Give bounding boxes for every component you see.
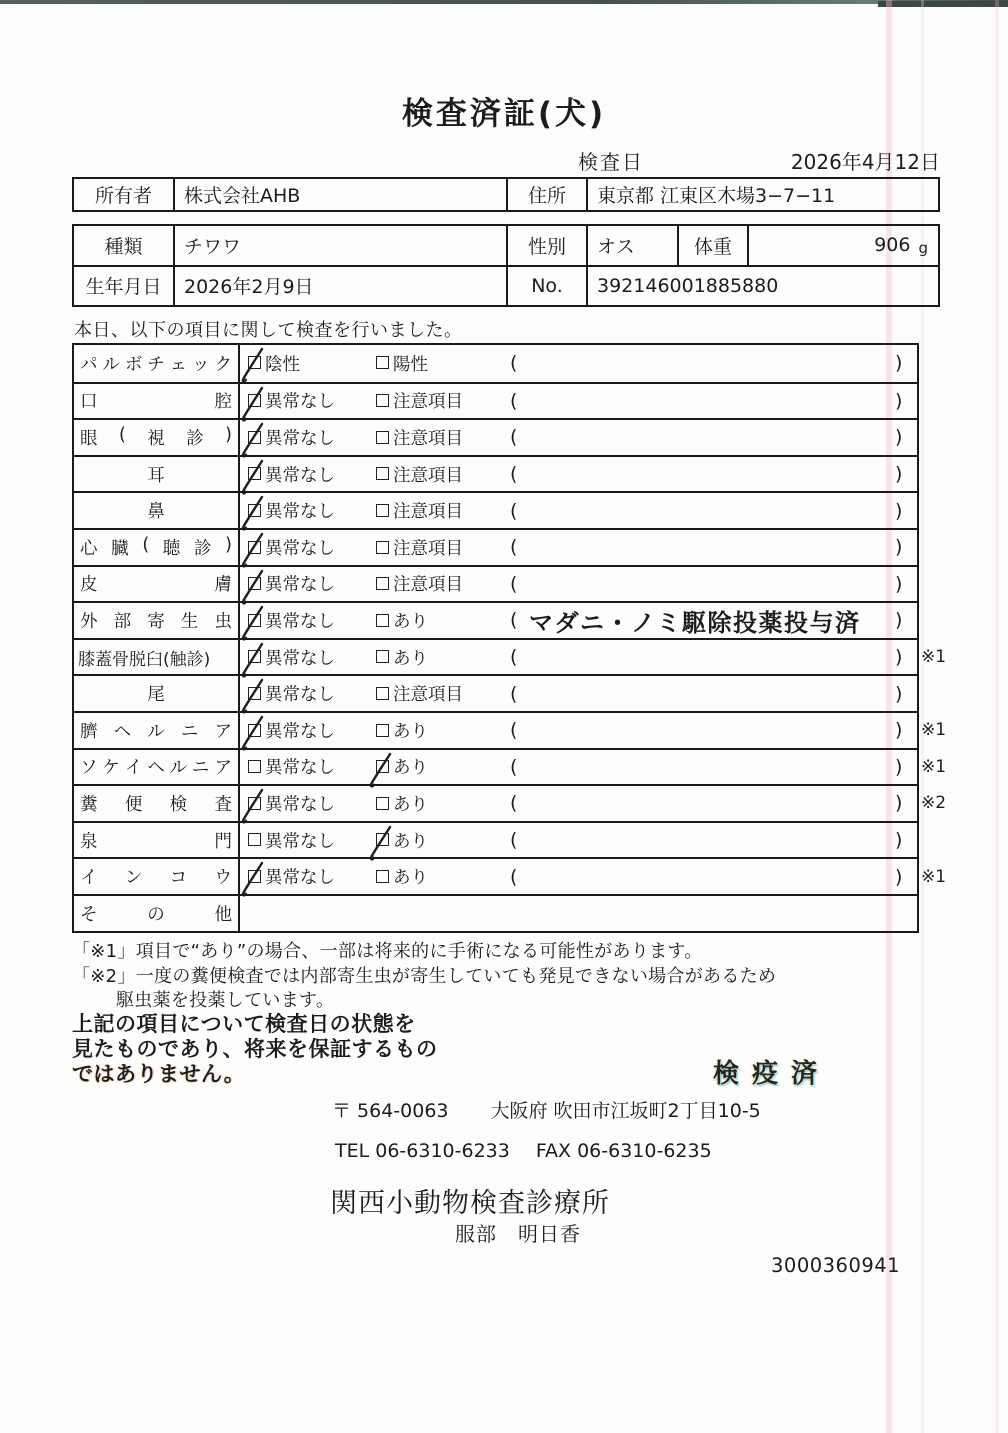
checkbox-first-option xyxy=(248,833,261,846)
option-label: 異常なし xyxy=(265,465,335,486)
scan-edge-line-dark xyxy=(878,1,1008,7)
breed-value: チワワ xyxy=(175,226,508,265)
checkbox-second-option xyxy=(376,577,389,590)
checkbox-second-option xyxy=(376,541,389,554)
checkbox-second-option xyxy=(376,504,389,517)
checklist-row xyxy=(74,601,917,638)
option-label: 異常なし xyxy=(265,685,335,706)
option-label: 異常なし xyxy=(265,648,335,669)
owner-table xyxy=(72,177,940,212)
checkbox-first-option xyxy=(248,797,261,810)
row-label xyxy=(74,750,240,785)
checklist-row xyxy=(74,711,947,748)
option-label: あり xyxy=(393,831,428,852)
checkbox-second-option xyxy=(376,356,389,369)
option-label: 異常なし xyxy=(265,538,335,559)
paren-close: ) xyxy=(895,463,903,486)
clinic-tel: TEL 06-6310-6233 xyxy=(335,1140,510,1162)
checkbox-first-option xyxy=(248,504,261,517)
row-label-text: 口 腔 xyxy=(80,392,232,413)
paren-open: ( xyxy=(510,536,518,559)
checkbox-first-option xyxy=(248,431,261,444)
disclaimer-line: ではありません。 xyxy=(72,1062,246,1086)
checkbox-second-option xyxy=(376,431,389,444)
disclaimer-line: 見たものであり、将来を保証するもの xyxy=(72,1037,438,1061)
row-label-text: 尾 xyxy=(147,685,165,706)
checklist-row xyxy=(74,418,917,455)
option-label: 注意項目 xyxy=(393,428,463,449)
paren-open: ( xyxy=(510,829,518,852)
paren-open: ( xyxy=(510,389,518,412)
option-label: 注意項目 xyxy=(393,538,463,559)
checkbox-first-option xyxy=(248,356,261,369)
footnote-mark: ※1 xyxy=(921,647,947,668)
row-label-text: パ ル ボ チ ェ ッ ク xyxy=(80,354,232,375)
option-label: 陽性 xyxy=(393,354,428,375)
paren-close: ) xyxy=(895,352,903,375)
birth-value: 2026年2月9日 xyxy=(175,267,508,306)
row-label xyxy=(74,457,240,492)
quarantine-stamp: 検疫済 xyxy=(713,1059,831,1089)
row-label xyxy=(74,640,240,675)
clinic-tel-line xyxy=(335,1140,712,1162)
clinic-fax: FAX 06-6310-6235 xyxy=(535,1140,712,1162)
paren-open: ( xyxy=(510,865,518,888)
checklist-row xyxy=(74,565,917,602)
option-label: 注意項目 xyxy=(393,502,463,523)
option-label: 注意項目 xyxy=(393,575,463,596)
birth-label: 生年月日 xyxy=(74,267,175,306)
weight-label: 体重 xyxy=(679,226,749,265)
sex-value: オス xyxy=(588,226,679,265)
clinic-postal-line xyxy=(332,1096,761,1123)
row-label xyxy=(74,859,240,894)
checkbox-second-option xyxy=(376,760,389,773)
option-label: 異常なし xyxy=(265,758,335,779)
row-label-text: 膝蓋骨脱臼(触診) xyxy=(78,649,211,670)
row-label xyxy=(74,786,240,821)
option-label: あり xyxy=(393,611,428,632)
paren-open: ( xyxy=(510,426,518,449)
paren-open: ( xyxy=(510,609,518,632)
row-label-text: そ の 他 xyxy=(80,904,232,925)
veterinarian-name: 服部 明日香 xyxy=(455,1222,581,1246)
row-label-text: 耳 xyxy=(147,465,165,486)
checkbox-first-option xyxy=(248,467,261,480)
row-label xyxy=(74,823,240,858)
clinic-postal-code: 〒 564-0063 xyxy=(332,1100,449,1122)
no-label: No. xyxy=(508,267,588,306)
paren-close: ) xyxy=(895,426,903,449)
row-label xyxy=(74,896,240,931)
paren-close: ) xyxy=(895,572,903,595)
checkbox-second-option xyxy=(376,394,389,407)
footnote-2-line1: 「※2」一度の糞便検査では内部寄生虫が寄生していても発見できない場合があるため xyxy=(72,966,777,987)
option-label: 異常なし xyxy=(265,575,335,596)
scan-edge-line xyxy=(0,0,1008,4)
checkbox-second-option xyxy=(376,833,389,846)
row-label-text: 眼 ( 視 診 ) xyxy=(80,424,232,449)
checklist-row xyxy=(74,491,917,528)
paren-close: ) xyxy=(895,609,903,632)
row-label xyxy=(74,420,240,455)
paren-open: ( xyxy=(510,755,518,778)
checklist-row xyxy=(74,382,917,419)
row-label xyxy=(74,493,240,528)
intro-text: 本日、以下の項目に関して検査を行いました。 xyxy=(74,320,463,341)
paren-close: ) xyxy=(895,536,903,559)
row-label xyxy=(74,530,240,565)
paren-close: ) xyxy=(895,646,903,669)
option-label: 異常なし xyxy=(265,721,335,742)
option-label: 異常なし xyxy=(265,831,335,852)
row-label-text: 外 部 寄 生 虫 xyxy=(80,611,232,632)
checklist-row xyxy=(74,857,947,894)
checkbox-first-option xyxy=(248,870,261,883)
disclaimer-line: 上記の項目について検査日の状態を xyxy=(72,1012,416,1036)
checkbox-first-option xyxy=(248,687,261,700)
checklist-row xyxy=(74,674,917,711)
row-label xyxy=(74,384,240,419)
checkbox-second-option xyxy=(376,614,389,627)
option-label: あり xyxy=(393,868,428,889)
checklist-row xyxy=(74,528,917,565)
footnote-2-line2: 駆虫薬を投薬しています。 xyxy=(116,990,335,1011)
option-label: 注意項目 xyxy=(393,465,463,486)
paren-open: ( xyxy=(510,352,518,375)
inspection-date-value: 2026年4月12日 xyxy=(790,150,940,174)
row-label-text: 臍 ヘ ル ニ ア xyxy=(80,721,232,742)
checkbox-second-option xyxy=(376,797,389,810)
paren-open: ( xyxy=(510,682,518,705)
row-label xyxy=(74,567,240,602)
paren-close: ) xyxy=(895,499,903,522)
footnote-mark: ※1 xyxy=(921,866,947,887)
checkbox-second-option xyxy=(376,650,389,663)
option-label: 陰性 xyxy=(265,354,300,375)
checklist-row xyxy=(74,821,917,858)
paren-open: ( xyxy=(510,792,518,815)
row-label xyxy=(74,345,240,382)
option-label: 注意項目 xyxy=(393,392,463,413)
owner-label: 所有者 xyxy=(74,179,175,210)
paren-close: ) xyxy=(895,865,903,888)
checkbox-second-option xyxy=(376,870,389,883)
checklist-row xyxy=(74,748,947,785)
row-label-text: 鼻 xyxy=(147,502,165,523)
option-label: 異常なし xyxy=(265,428,335,449)
disclaimer-statement xyxy=(72,1012,438,1087)
option-label: 異常なし xyxy=(265,502,335,523)
paren-close: ) xyxy=(895,755,903,778)
option-label: あり xyxy=(393,648,428,669)
address-value: 東京都 江東区木場3−7−11 xyxy=(597,185,836,207)
pet-table-row2 xyxy=(74,265,938,306)
checkbox-first-option xyxy=(248,577,261,590)
checkbox-first-option xyxy=(248,650,261,663)
checkbox-first-option xyxy=(248,724,261,737)
clinic-name: 関西小動物検査診療所 xyxy=(330,1188,610,1219)
pet-table xyxy=(72,224,940,307)
examination-checklist-table xyxy=(72,343,947,933)
row-label-text: 糞 便 検 査 xyxy=(80,794,232,815)
option-label: 異常なし xyxy=(265,868,335,889)
scan-streak xyxy=(995,0,999,1433)
option-label: 注意項目 xyxy=(393,685,463,706)
checkbox-first-option xyxy=(248,541,261,554)
paren-open: ( xyxy=(510,572,518,595)
paren-close: ) xyxy=(895,389,903,412)
row-note: マダニ・ノミ駆除投薬投与済 xyxy=(529,608,861,637)
no-value: 392146001885880 xyxy=(597,274,779,297)
inspection-date-label: 検査日 xyxy=(578,150,644,174)
option-label: 異常なし xyxy=(265,611,335,632)
address-label: 住所 xyxy=(508,179,588,210)
row-label-text: イ ン コ ウ xyxy=(80,868,232,889)
checklist-row xyxy=(74,638,947,675)
weight-unit: g xyxy=(918,238,928,257)
breed-label: 種類 xyxy=(74,226,175,265)
paren-open: ( xyxy=(510,463,518,486)
checkbox-second-option xyxy=(376,724,389,737)
option-label: あり xyxy=(393,758,428,779)
row-label-text: 心 臓 ( 聴 診 ) xyxy=(80,534,232,559)
checklist-row xyxy=(74,894,917,931)
option-label: あり xyxy=(393,794,428,815)
weight-value: 906 xyxy=(874,234,911,257)
checkbox-first-option xyxy=(248,614,261,627)
row-label xyxy=(74,603,240,638)
footnote-mark: ※1 xyxy=(921,720,947,741)
paren-close: ) xyxy=(895,829,903,852)
clinic-address: 大阪府 吹田市江坂町2丁目10-5 xyxy=(490,1100,761,1122)
checklist-row xyxy=(74,784,947,821)
row-label xyxy=(74,676,240,711)
checkbox-second-option xyxy=(376,687,389,700)
owner-value: 株式会社AHB xyxy=(175,179,508,210)
serial-number: 3000360941 xyxy=(771,1254,901,1277)
checkbox-second-option xyxy=(376,467,389,480)
checklist-row xyxy=(74,345,917,382)
sex-label: 性別 xyxy=(508,226,588,265)
checkbox-first-option xyxy=(248,760,261,773)
footnote-mark: ※1 xyxy=(921,756,947,777)
row-label-text: 泉 門 xyxy=(80,831,232,852)
paren-close: ) xyxy=(895,719,903,742)
checklist-row xyxy=(74,455,917,492)
pet-table-row1 xyxy=(74,226,938,265)
row-label xyxy=(74,713,240,748)
page-title: 検査済証(犬) xyxy=(401,96,607,132)
paren-close: ) xyxy=(895,682,903,705)
paren-open: ( xyxy=(510,646,518,669)
option-label: 異常なし xyxy=(265,794,335,815)
row-label-text: ソ ケ イ ヘ ル ニ ア xyxy=(80,758,232,779)
row-label-text: 皮 膚 xyxy=(80,575,232,596)
paren-open: ( xyxy=(510,719,518,742)
paren-open: ( xyxy=(510,499,518,522)
footnote-1: 「※1」項目で“あり”の場合、一部は将来的に手術になる可能性があります。 xyxy=(72,941,703,962)
weight-cell xyxy=(749,226,938,265)
footnote-mark: ※2 xyxy=(921,793,947,814)
checkbox-first-option xyxy=(248,394,261,407)
paren-close: ) xyxy=(895,792,903,815)
option-label: 異常なし xyxy=(265,392,335,413)
option-label: あり xyxy=(393,721,428,742)
